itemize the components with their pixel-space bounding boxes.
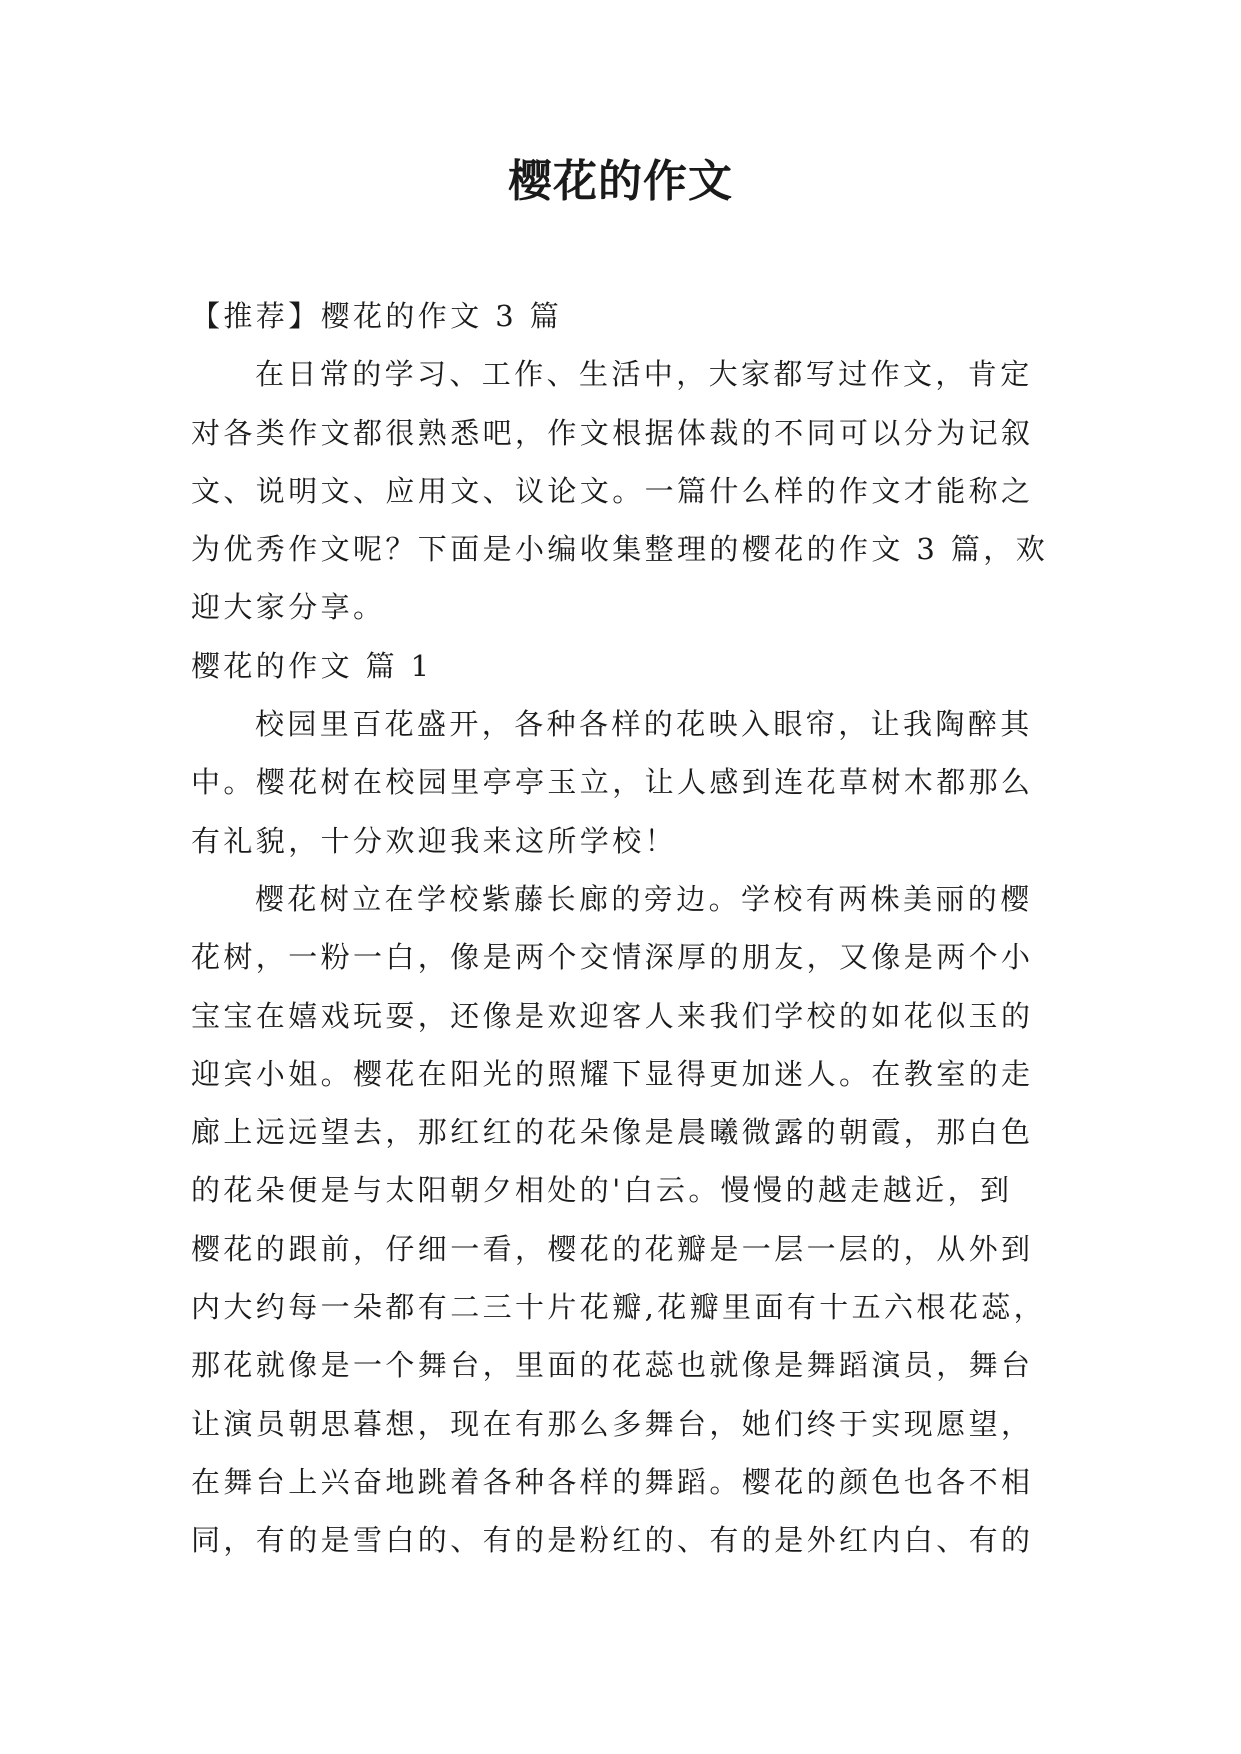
text-line: 宝宝在嬉戏玩耍，还像是欢迎客人来我们学校的如花似玉的 [191, 998, 1034, 1033]
text-line: 那花就像是一个舞台，里面的花蕊也就像是舞蹈演员，舞台 [191, 1348, 1034, 1383]
document-subtitle: 【推荐】樱花的作文 3 篇 [191, 299, 563, 333]
text-line: 在舞台上兴奋地跳着各种各样的舞蹈。樱花的颜色也各不相 [191, 1464, 1034, 1499]
text-line: 对各类作文都很熟悉吧，作文根据体裁的不同可以分为记叙 [191, 415, 1034, 450]
text-line: 中。樱花树在校园里亭亭玉立，让人感到连花草树木都那么 [191, 765, 1034, 800]
text-line: 有礼貌，十分欢迎我来这所学校！ [191, 823, 678, 858]
text-line: 的花朵便是与太阳朝夕相处的'白云。慢慢的越走越近，到 [191, 1173, 1013, 1208]
text-line: 同，有的是雪白的、有的是粉红的、有的是外红内白、有的 [191, 1523, 1034, 1558]
text-line: 内大约每一朵都有二三十片花瓣,花瓣里面有十五六根花蕊， [191, 1290, 1047, 1325]
section-heading: 樱花的作文 篇 1 [191, 648, 433, 683]
text-line: 校园里百花盛开，各种各样的花映入眼帘，让我陶醉其 [255, 707, 1033, 742]
text-line: 为优秀作文呢？下面是小编收集整理的樱花的作文 3 篇，欢 [191, 532, 1049, 567]
text-line: 樱花树立在学校紫藤长廊的旁边。学校有两株美丽的樱 [255, 881, 1033, 916]
text-line: 廊上远远望去，那红红的花朵像是晨曦微露的朝霞，那白色 [191, 1115, 1034, 1150]
text-line: 文、说明文、应用文、议论文。一篇什么样的作文才能称之 [191, 473, 1034, 508]
document-title: 樱花的作文 [508, 156, 733, 207]
document-body [191, 287, 1053, 1570]
text-line: 花树，一粉一白，像是两个交情深厚的朋友，又像是两个小 [191, 940, 1034, 975]
text-line: 迎宾小姐。樱花在阳光的照耀下显得更加迷人。在教室的走 [191, 1056, 1034, 1091]
text-line: 在日常的学习、工作、生活中，大家都写过作文，肯定 [255, 357, 1033, 392]
text-line: 樱花的跟前，仔细一看，樱花的花瓣是一层一层的，从外到 [191, 1231, 1034, 1266]
text-line: 迎大家分享。 [191, 590, 386, 625]
text-line: 让演员朝思暮想，现在有那么多舞台，她们终于实现愿望， [191, 1406, 1034, 1441]
